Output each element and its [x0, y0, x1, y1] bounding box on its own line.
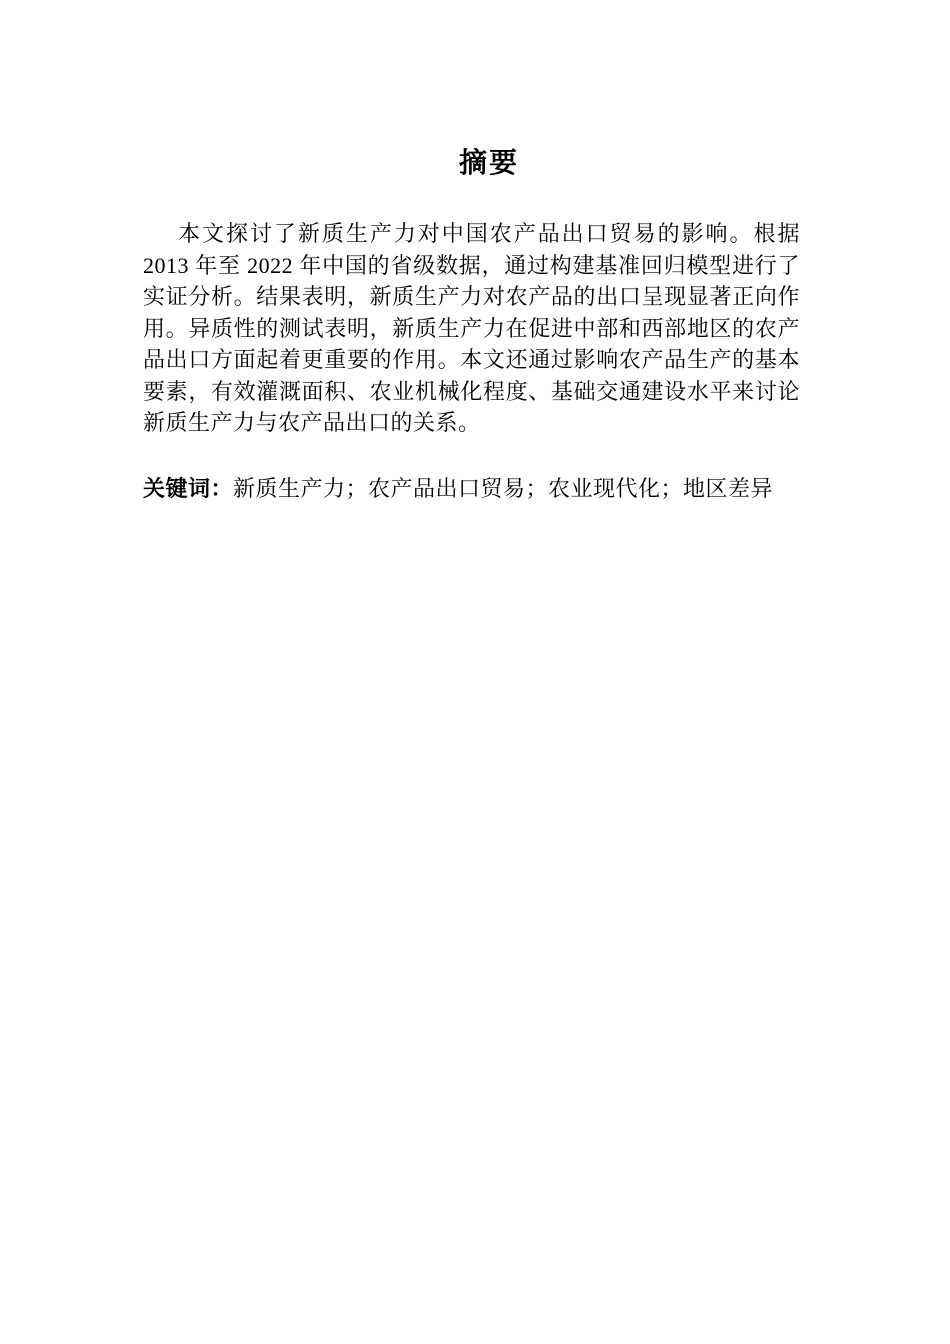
keywords-text: 新质生产力；农产品出口贸易；农业现代化；地区差异 — [233, 475, 774, 501]
abstract-paragraph: 本文探讨了新质生产力对中国农产品出口贸易的影响。根据 2013 年至 2022 年中国的省级数据，通过构建基准回归模型进行了实证分析。结果表明，新质生产力对农产品的出口呈现显著正向作用。异质性的测试表明，新质生产力在促进中部和西部地区的农产品出口方面起着更重要的作用。本文还通过影响农产品生产的基本要素，有效灌溉面积、农业机械化程度、基础交通建设水平来讨论新质生产力与农产品出口的关系。 — [143, 221, 800, 435]
page-content — [0, 0, 950, 504]
keywords-label: 关键词： — [143, 475, 234, 501]
abstract-title: 摘要 — [458, 147, 519, 178]
keywords-line — [143, 473, 800, 505]
